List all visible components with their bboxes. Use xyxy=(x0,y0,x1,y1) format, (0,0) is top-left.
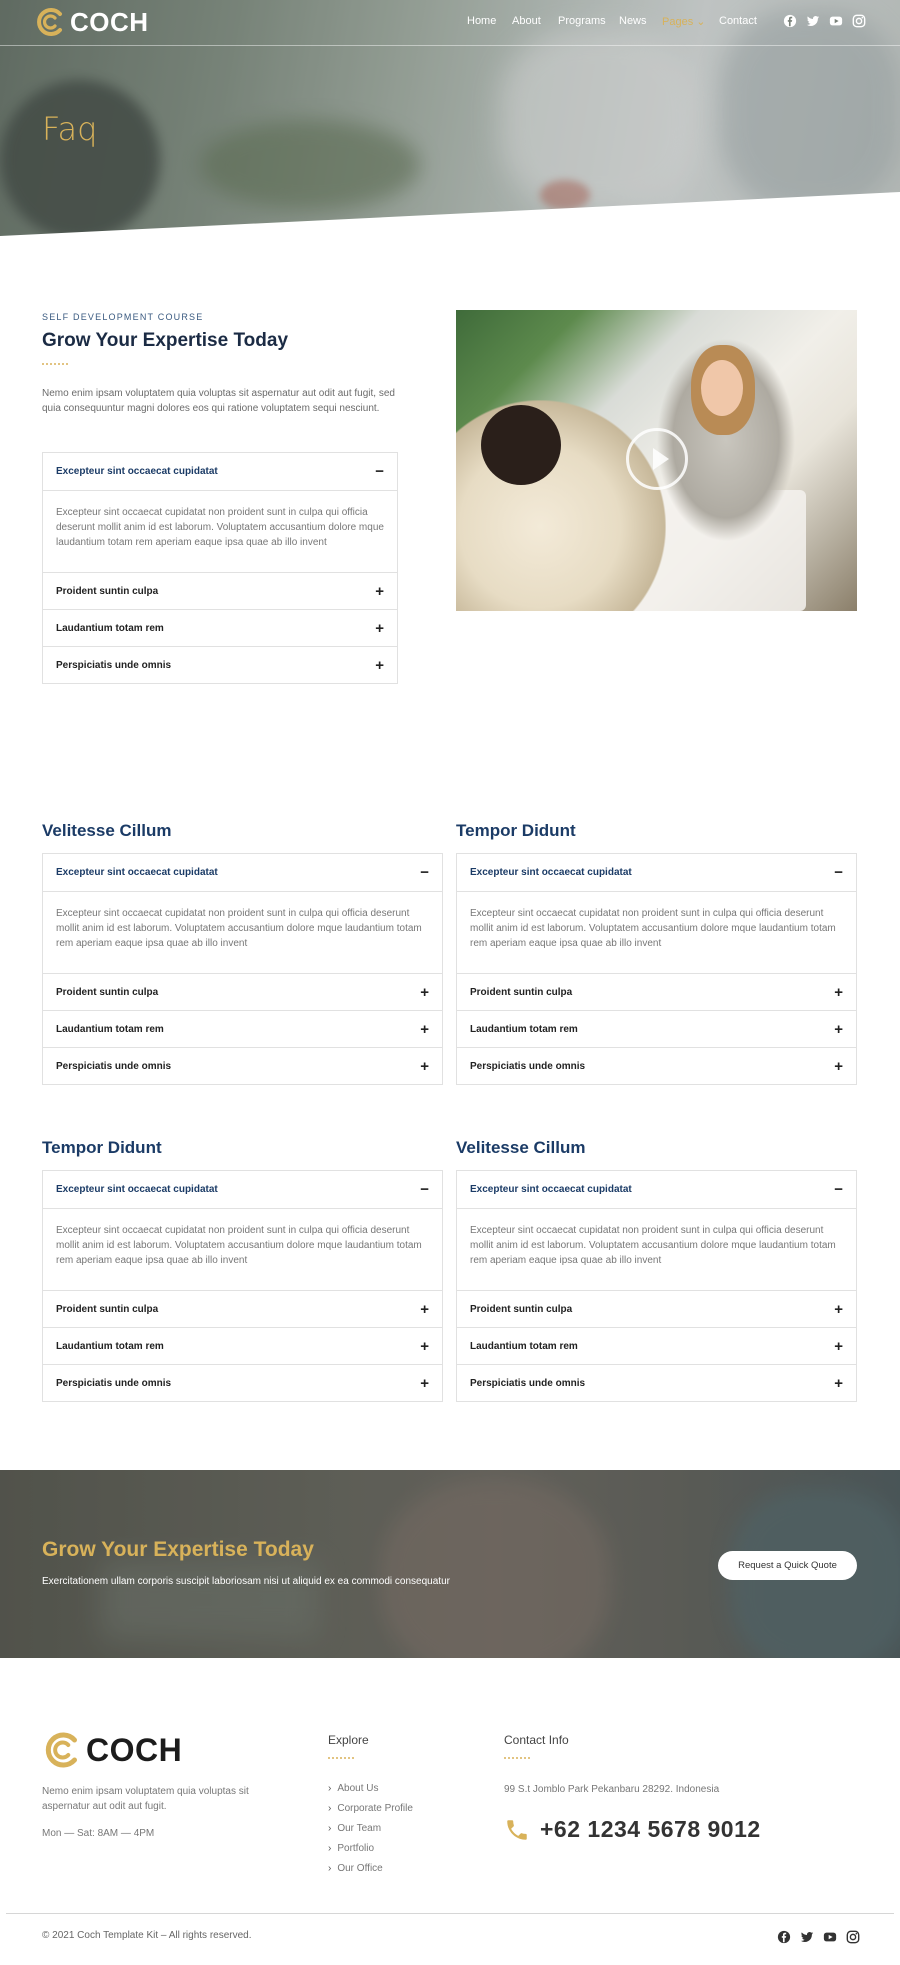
section-eyebrow: SELF DEVELOPMENT COURSE xyxy=(42,312,204,322)
accordion-item[interactable]: Laudantium totam rem + xyxy=(43,609,397,646)
plus-icon: + xyxy=(834,1301,843,1318)
footer-link[interactable]: › Portfolio xyxy=(328,1842,375,1854)
plus-icon: + xyxy=(834,984,843,1001)
plus-icon: + xyxy=(834,1058,843,1075)
nav-home[interactable]: Home xyxy=(467,15,497,27)
nav-programs[interactable]: Programs xyxy=(558,15,606,27)
play-icon[interactable] xyxy=(626,428,688,490)
plus-icon: + xyxy=(420,1301,429,1318)
site-logo[interactable] xyxy=(34,6,149,38)
section-description: Nemo enim ipsam voluptatem quia voluptas sit aspernatur aut odit aut fugit, sed quia consequuntur magni dolores eos qui ratione voluptatem sequi nesciunt. xyxy=(42,388,395,414)
accordion-item[interactable]: Perspiciatis unde omnis + xyxy=(457,1364,856,1401)
footer-social xyxy=(777,1930,860,1944)
plus-icon: + xyxy=(420,1021,429,1038)
accordion-item[interactable]: Laudantium totam rem + xyxy=(457,1010,856,1047)
accordion-item-body: Excepteur sint occaecat cupidatat non proident sunt in culpa qui officia deserunt mollit anim id est laborum. Voluptatem accusantium dolore mque laudantium totam rem aperiam eaque ipsa quae ab illo invent xyxy=(43,490,397,572)
coch-logo-icon xyxy=(42,1730,82,1770)
nav-pages[interactable]: Pages ⌄ xyxy=(662,16,706,28)
youtube-icon[interactable] xyxy=(823,1930,837,1944)
footer-divider xyxy=(6,1913,894,1914)
accordion-item-body: Excepteur sint occaecat cupidatat non proident sunt in culpa qui officia deserunt mollit anim id est laborum. Voluptatem accusantium dolore mque laudantium totam rem aperiam eaque ipsa quae ab illo invent xyxy=(457,891,856,973)
footer-logo[interactable] xyxy=(42,1730,182,1770)
nav-news[interactable]: News xyxy=(619,15,647,27)
minus-icon: − xyxy=(834,1181,843,1198)
footer-link[interactable]: › Our Team xyxy=(328,1822,382,1834)
footer-address: 99 S.t Jomblo Park Pekanbaru 28292. Indonesia xyxy=(504,1784,720,1795)
section-title: Grow Your Expertise Today xyxy=(42,330,289,351)
coch-logo-icon xyxy=(34,6,66,38)
faq-group-title: Tempor Didunt xyxy=(456,821,576,840)
twitter-icon[interactable] xyxy=(800,1930,814,1944)
minus-icon: − xyxy=(420,864,429,881)
plus-icon: + xyxy=(420,1338,429,1355)
plus-icon: + xyxy=(834,1375,843,1392)
plus-icon: + xyxy=(420,1058,429,1075)
header-divider xyxy=(0,45,900,46)
plus-icon: + xyxy=(834,1021,843,1038)
chevron-right-icon: › xyxy=(328,1842,332,1854)
footer-links xyxy=(328,1778,413,1878)
title-dots-divider xyxy=(328,1757,354,1759)
copyright: © 2021 Coch Template Kit – All rights reserved. xyxy=(42,1930,252,1941)
footer-about: Nemo enim ipsam voluptatem quia voluptas sit aspernatur aut odit aut fugit. xyxy=(42,1786,249,1812)
facebook-icon[interactable] xyxy=(777,1930,791,1944)
accordion-item-open[interactable]: Excepteur sint occaecat cupidatat − xyxy=(457,1171,856,1208)
nav-about[interactable]: About xyxy=(512,15,541,27)
logo-text: COCH xyxy=(86,1731,183,1768)
cta-title: Grow Your Expertise Today xyxy=(42,1538,314,1561)
footer-link[interactable]: › Corporate Profile xyxy=(328,1802,413,1814)
accordion-item-body: Excepteur sint occaecat cupidatat non proident sunt in culpa qui officia deserunt mollit anim id est laborum. Voluptatem accusantium dolore mque laudantium totam rem aperiam eaque ipsa quae ab illo invent xyxy=(43,1208,442,1290)
twitter-icon[interactable] xyxy=(806,14,820,28)
header-social xyxy=(783,14,866,28)
accordion-item-body: Excepteur sint occaecat cupidatat non proident sunt in culpa qui officia deserunt mollit anim id est laborum. Voluptatem accusantium dolore mque laudantium totam rem aperiam eaque ipsa quae ab illo invent xyxy=(43,891,442,973)
accordion-item[interactable]: Proident suntin culpa + xyxy=(457,1290,856,1327)
faq-group-title: Tempor Didunt xyxy=(42,1138,162,1157)
accordion-item[interactable]: Laudantium totam rem + xyxy=(43,1327,442,1364)
chevron-right-icon: › xyxy=(328,1862,332,1874)
plus-icon: + xyxy=(375,620,384,637)
minus-icon: − xyxy=(834,864,843,881)
faq-accordion-3 xyxy=(42,1170,443,1402)
accordion-item[interactable]: Laudantium totam rem + xyxy=(457,1327,856,1364)
accordion-item[interactable]: Perspiciatis unde omnis + xyxy=(43,1047,442,1084)
faq-accordion-2 xyxy=(456,853,857,1085)
facebook-icon[interactable] xyxy=(783,14,797,28)
nav-contact[interactable]: Contact xyxy=(719,15,757,27)
instagram-icon[interactable] xyxy=(852,14,866,28)
accordion-item-open[interactable]: Excepteur sint occaecat cupidatat − xyxy=(43,854,442,891)
footer-link[interactable]: › Our Office xyxy=(328,1862,383,1874)
instagram-icon[interactable] xyxy=(846,1930,860,1944)
chevron-right-icon: › xyxy=(328,1782,332,1794)
plus-icon: + xyxy=(375,657,384,674)
chevron-right-icon: › xyxy=(328,1802,332,1814)
youtube-icon[interactable] xyxy=(829,14,843,28)
accordion-item[interactable]: Proident suntin culpa + xyxy=(43,1290,442,1327)
cta-text: Exercitationem ullam corporis suscipit laboriosam nisi ut aliquid ex ea commodi consequatur xyxy=(42,1576,450,1587)
footer-phone[interactable]: +62 1234 5678 9012 xyxy=(504,1816,761,1843)
footer-hours: Mon — Sat: 8AM — 4PM xyxy=(42,1828,155,1839)
page-title: Faq xyxy=(42,110,98,148)
title-dots-divider xyxy=(504,1757,530,1759)
accordion-item-open[interactable]: Excepteur sint occaecat cupidatat − xyxy=(43,1171,442,1208)
request-quote-button[interactable]: Request a Quick Quote xyxy=(718,1551,857,1580)
accordion-item-open[interactable]: Excepteur sint occaecat cupidatat − xyxy=(457,854,856,891)
title-dots-divider xyxy=(42,363,68,365)
plus-icon: + xyxy=(420,984,429,1001)
accordion-item-body: Excepteur sint occaecat cupidatat non proident sunt in culpa qui officia deserunt mollit anim id est laborum. Voluptatem accusantium dolore mque laudantium totam rem aperiam eaque ipsa quae ab illo invent xyxy=(457,1208,856,1290)
faq-accordion-intro xyxy=(42,452,398,684)
plus-icon: + xyxy=(375,583,384,600)
footer-link[interactable]: › About Us xyxy=(328,1782,379,1794)
accordion-item[interactable]: Perspiciatis unde omnis + xyxy=(457,1047,856,1084)
faq-accordion-4 xyxy=(456,1170,857,1402)
phone-icon xyxy=(504,1817,530,1843)
accordion-item[interactable]: Perspiciatis unde omnis + xyxy=(43,646,397,683)
accordion-item[interactable]: Laudantium totam rem + xyxy=(43,1010,442,1047)
accordion-item-open[interactable]: Excepteur sint occaecat cupidatat − xyxy=(43,453,397,490)
cta-banner xyxy=(0,1470,900,1658)
plus-icon: + xyxy=(834,1338,843,1355)
chevron-right-icon: › xyxy=(328,1822,332,1834)
accordion-item[interactable]: Proident suntin culpa + xyxy=(43,973,442,1010)
video-thumbnail[interactable] xyxy=(456,310,857,611)
faq-accordion-1 xyxy=(42,853,443,1085)
minus-icon: − xyxy=(420,1181,429,1198)
faq-group-title: Velitesse Cillum xyxy=(42,821,172,840)
accordion-item[interactable]: Proident suntin culpa + xyxy=(43,572,397,609)
accordion-item[interactable]: Proident suntin culpa + xyxy=(457,973,856,1010)
logo-text: COCH xyxy=(70,6,149,37)
plus-icon: + xyxy=(420,1375,429,1392)
faq-group-title: Velitesse Cillum xyxy=(456,1138,586,1157)
minus-icon: − xyxy=(375,463,384,480)
accordion-item[interactable]: Perspiciatis unde omnis + xyxy=(43,1364,442,1401)
footer-explore-title: Explore xyxy=(328,1733,369,1747)
footer-contact-title: Contact Info xyxy=(504,1733,569,1747)
